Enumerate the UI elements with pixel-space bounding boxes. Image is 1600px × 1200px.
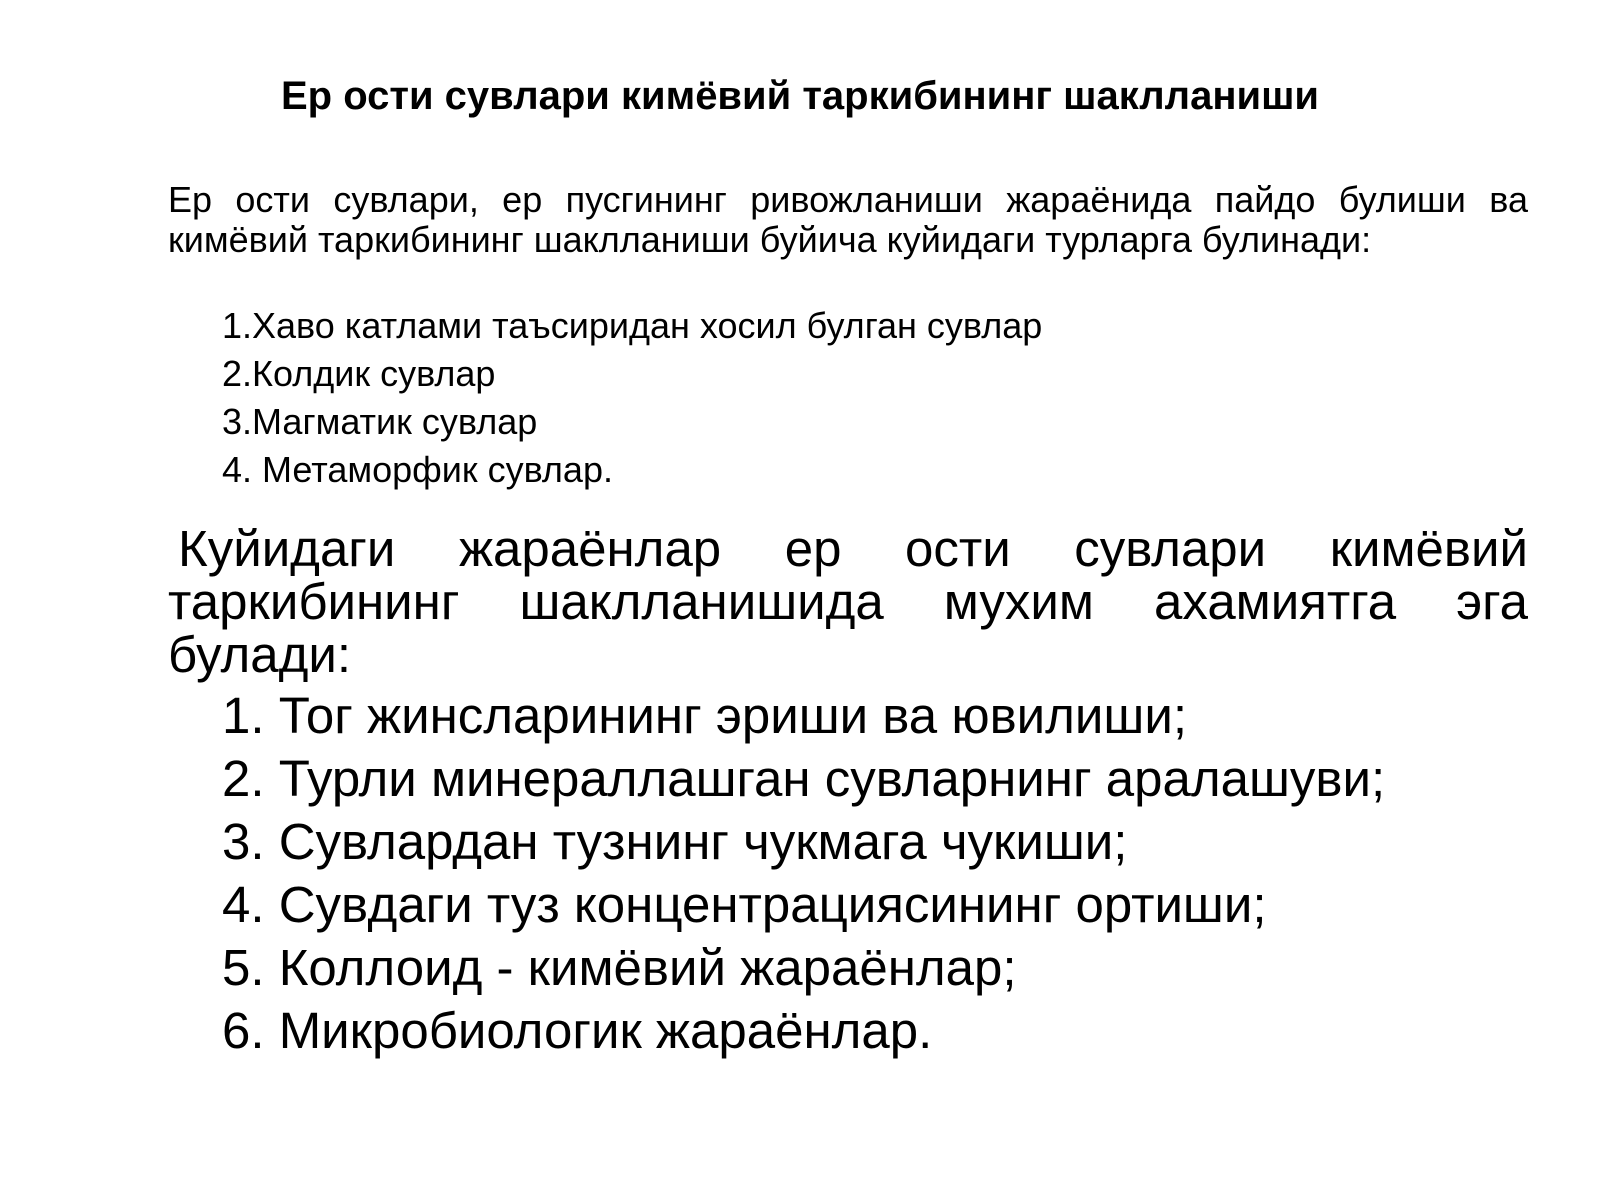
list-item: 1. Тог жинсларининг эриши ва ювилиши; [222,687,1187,744]
list-item: 2.Колдик сувлар [222,353,496,394]
list-item: 4. Метаморфик сувлар. [222,449,613,490]
list-item: 6. Микробиологик жараёнлар. [222,1002,933,1059]
intro-paragraph: Ер ости сувлари, ер пусгининг ривожланиши жараёнида пайдо булиши ва кимёвий таркибининг шаклланиши буйича куйидаги турларга булинади: [168,179,1528,260]
page-title: Ер ости сувлари кимёвий таркибининг шаклланиши [280,74,1320,118]
processes-list [222,684,1385,1062]
water-types-list [222,302,1042,494]
list-item: 1.Хаво катлами таъсиридан хосил булган сувлар [222,305,1043,346]
list-item: 3. Сувлардан тузнинг чукмага чукиши; [222,813,1128,870]
list-item: 3.Магматик сувлар [222,401,538,442]
list-item: 5. Коллоид - кимёвий жараёнлар; [222,939,1017,996]
list-item: 2. Турли минераллашган сувларнинг аралашуви; [222,750,1386,807]
processes-paragraph: Куйидаги жараёнлар ер ости сувлари кимёвий таркибининг шаклланишида мухим ахамиятга эга булади: [168,520,1528,683]
list-item: 4. Сувдаги туз концентрациясининг ортиши; [222,876,1267,933]
